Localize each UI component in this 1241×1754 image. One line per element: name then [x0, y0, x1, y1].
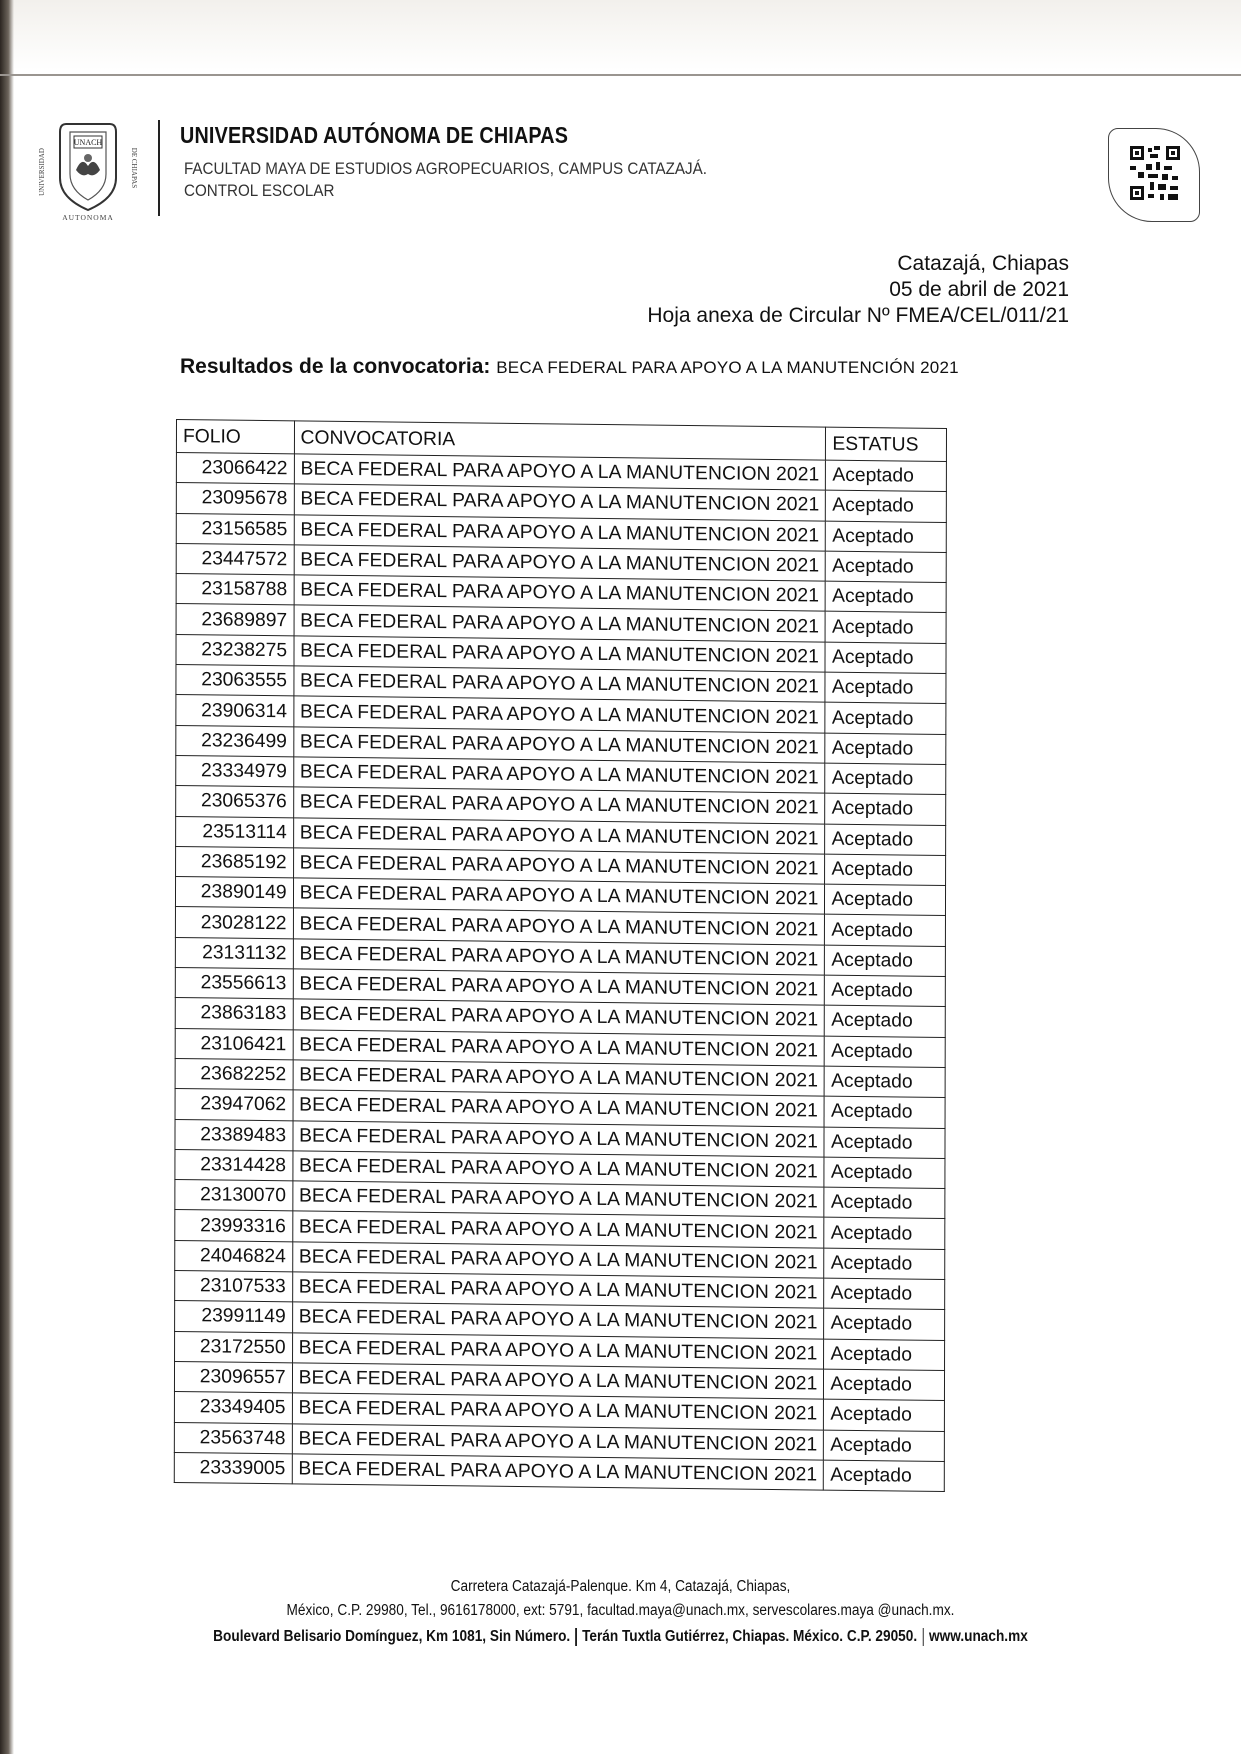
cell-estatus: Aceptado — [824, 1096, 945, 1128]
cell-convocatoria: BECA FEDERAL PARA APOYO A LA MANUTENCION 2021 — [292, 1423, 824, 1460]
cell-estatus: Aceptado — [824, 1248, 945, 1280]
cell-estatus: Aceptado — [824, 1127, 945, 1159]
results-table-body — [174, 453, 946, 1492]
cell-estatus: Aceptado — [825, 672, 946, 704]
cell-estatus: Aceptado — [824, 1339, 945, 1371]
cell-convocatoria: BECA FEDERAL PARA APOYO A LA MANUTENCION 2021 — [292, 1181, 824, 1218]
results-heading-program: BECA FEDERAL PARA APOYO A LA MANUTENCIÓN 2021 — [496, 358, 959, 377]
footer-contact: México, C.P. 29980, Tel., 9616178000, ext: 5791, facultad.maya@unach.mx, servescolares.maya @unach.mx. — [286, 1602, 955, 1619]
cell-folio: 23107533 — [175, 1271, 293, 1303]
cell-estatus: Aceptado — [824, 1187, 945, 1219]
svg-text:UNACH: UNACH — [73, 138, 103, 147]
cell-estatus: Aceptado — [825, 702, 946, 734]
cell-convocatoria: BECA FEDERAL PARA APOYO A LA MANUTENCION 2021 — [294, 636, 826, 673]
cell-folio: 23028122 — [175, 907, 293, 939]
footer-address: Carretera Catazajá-Palenque. Km 4, Catazajá, Chiapas, — [450, 1578, 791, 1595]
cell-folio: 23066422 — [176, 453, 294, 485]
cell-estatus: Aceptado — [826, 551, 947, 583]
results-table — [174, 419, 947, 1492]
cell-estatus: Aceptado — [824, 1399, 945, 1431]
cell-estatus: Aceptado — [825, 824, 946, 856]
cell-folio: 23131132 — [175, 937, 293, 969]
cell-convocatoria: BECA FEDERAL PARA APOYO A LA MANUTENCION 2021 — [292, 1302, 824, 1339]
cell-folio: 23106421 — [175, 1028, 293, 1060]
footer-headquarters — [74, 1628, 1166, 1646]
cell-convocatoria: BECA FEDERAL PARA APOYO A LA MANUTENCION 2021 — [293, 757, 825, 794]
cell-estatus: Aceptado — [824, 1430, 945, 1462]
footer-separator — [922, 1628, 923, 1646]
cell-estatus: Aceptado — [824, 1218, 945, 1250]
cell-folio: 23556613 — [175, 968, 293, 1000]
column-header-estatus: ESTATUS — [826, 427, 947, 461]
cell-estatus: Aceptado — [824, 1369, 945, 1401]
cell-folio: 23334979 — [176, 755, 294, 787]
cell-convocatoria: BECA FEDERAL PARA APOYO A LA MANUTENCION 2021 — [293, 1060, 825, 1097]
cell-estatus: Aceptado — [826, 612, 947, 644]
office-name: CONTROL ESCOLAR — [184, 182, 335, 200]
cell-convocatoria: BECA FEDERAL PARA APOYO A LA MANUTENCION 2021 — [294, 605, 826, 642]
cell-folio: 23685192 — [176, 846, 294, 878]
cell-convocatoria: BECA FEDERAL PARA APOYO A LA MANUTENCION 2021 — [293, 1090, 825, 1127]
cell-convocatoria: BECA FEDERAL PARA APOYO A LA MANUTENCION 2021 — [292, 1393, 824, 1430]
cell-folio: 23130070 — [175, 1180, 293, 1212]
cell-convocatoria: BECA FEDERAL PARA APOYO A LA MANUTENCION 2021 — [294, 484, 826, 521]
results-heading-label: Resultados de la convocatoria: — [180, 355, 491, 378]
cell-folio: 23238275 — [176, 634, 294, 666]
cell-folio: 23389483 — [175, 1119, 293, 1151]
cell-convocatoria: BECA FEDERAL PARA APOYO A LA MANUTENCION 2021 — [294, 575, 826, 612]
cell-estatus: Aceptado — [825, 763, 946, 795]
column-header-folio: FOLIO — [176, 420, 294, 454]
cell-convocatoria: BECA FEDERAL PARA APOYO A LA MANUTENCION 2021 — [293, 939, 825, 976]
column-header-convocatoria: CONVOCATORIA — [294, 421, 826, 460]
cell-convocatoria: BECA FEDERAL PARA APOYO A LA MANUTENCION 2021 — [293, 878, 825, 915]
cell-estatus: Aceptado — [825, 733, 946, 765]
cell-estatus: Aceptado — [825, 642, 946, 674]
cell-estatus: Aceptado — [825, 1036, 946, 1068]
cell-convocatoria: BECA FEDERAL PARA APOYO A LA MANUTENCION 2021 — [293, 787, 825, 824]
location-date: 05 de abril de 2021 — [889, 278, 1069, 301]
cell-convocatoria: BECA FEDERAL PARA APOYO A LA MANUTENCION 2021 — [293, 1120, 825, 1157]
footer-boulevard: Boulevard Belisario Domínguez, Km 1081, Sin Número. — [213, 1628, 571, 1646]
cell-folio: 24046824 — [175, 1240, 293, 1272]
footer-city: Terán Tuxtla Gutiérrez, Chiapas. México. C.P. 29050. — [582, 1628, 918, 1646]
qr-code-icon — [1130, 146, 1180, 200]
cell-convocatoria: BECA FEDERAL PARA APOYO A LA MANUTENCION 2021 — [293, 1151, 825, 1188]
cell-folio: 23513114 — [176, 816, 294, 848]
cell-convocatoria: BECA FEDERAL PARA APOYO A LA MANUTENCION 2021 — [293, 817, 825, 854]
cell-estatus: Aceptado — [825, 854, 946, 886]
cell-folio: 23156585 — [176, 513, 294, 545]
cell-folio: 23993316 — [175, 1210, 293, 1242]
cell-estatus: Aceptado — [826, 521, 947, 553]
cell-convocatoria: BECA FEDERAL PARA APOYO A LA MANUTENCION 2021 — [293, 999, 825, 1036]
cell-folio: 23447572 — [176, 543, 294, 575]
cell-convocatoria: BECA FEDERAL PARA APOYO A LA MANUTENCION 2021 — [292, 1272, 824, 1309]
cell-convocatoria: BECA FEDERAL PARA APOYO A LA MANUTENCION 2021 — [292, 1363, 824, 1400]
cell-folio: 23689897 — [176, 604, 294, 636]
cell-estatus: Aceptado — [825, 1005, 946, 1037]
cell-estatus: Aceptado — [824, 1308, 945, 1340]
cell-folio: 23890149 — [175, 877, 293, 909]
cell-estatus: Aceptado — [825, 884, 946, 916]
cell-estatus: Aceptado — [825, 793, 946, 825]
circular-reference: Hoja anexa de Circular Nº FMEA/CEL/011/21 — [647, 304, 1069, 327]
cell-convocatoria: BECA FEDERAL PARA APOYO A LA MANUTENCION 2021 — [292, 1332, 824, 1369]
cell-convocatoria: BECA FEDERAL PARA APOYO A LA MANUTENCION 2021 — [293, 908, 825, 945]
header-divider — [158, 120, 160, 216]
cell-folio: 23063555 — [176, 665, 294, 697]
faculty-name: FACULTAD MAYA DE ESTUDIOS AGROPECUARIOS, CAMPUS CATAZAJÁ. — [184, 160, 707, 178]
cell-convocatoria: BECA FEDERAL PARA APOYO A LA MANUTENCION 2021 — [293, 848, 825, 885]
cell-estatus: Aceptado — [826, 460, 947, 492]
cell-estatus: Aceptado — [825, 915, 946, 947]
cell-folio: 23158788 — [176, 574, 294, 606]
cell-convocatoria: BECA FEDERAL PARA APOYO A LA MANUTENCION 2021 — [292, 1211, 824, 1248]
cell-folio: 23172550 — [175, 1331, 293, 1363]
cell-folio: 23682252 — [175, 1058, 293, 1090]
cell-estatus: Aceptado — [824, 1157, 945, 1189]
scan-top-shade — [0, 0, 1241, 70]
cell-convocatoria: BECA FEDERAL PARA APOYO A LA MANUTENCION 2021 — [293, 727, 825, 764]
cell-folio: 23991149 — [175, 1301, 293, 1333]
cell-convocatoria: BECA FEDERAL PARA APOYO A LA MANUTENCION 2021 — [294, 666, 826, 703]
cell-convocatoria: BECA FEDERAL PARA APOYO A LA MANUTENCION 2021 — [293, 1030, 825, 1067]
cell-convocatoria: BECA FEDERAL PARA APOYO A LA MANUTENCION 2021 — [292, 1242, 824, 1279]
cell-folio: 23947062 — [175, 1089, 293, 1121]
cell-estatus: Aceptado — [826, 581, 947, 613]
location-place: Catazajá, Chiapas — [897, 252, 1069, 275]
cell-folio: 23314428 — [175, 1149, 293, 1181]
svg-text:UNIVERSIDAD: UNIVERSIDAD — [38, 148, 46, 196]
cell-convocatoria: BECA FEDERAL PARA APOYO A LA MANUTENCION 2021 — [292, 1454, 824, 1491]
cell-folio: 23339005 — [174, 1452, 292, 1484]
cell-folio: 23095678 — [176, 483, 294, 515]
cell-folio: 23065376 — [176, 786, 294, 818]
cell-convocatoria: BECA FEDERAL PARA APOYO A LA MANUTENCION 2021 — [293, 696, 825, 733]
svg-text:AUTONOMA: AUTONOMA — [62, 213, 114, 222]
cell-convocatoria: BECA FEDERAL PARA APOYO A LA MANUTENCION 2021 — [294, 454, 826, 491]
scan-left-edge — [0, 0, 14, 1754]
footer-website: www.unach.mx — [929, 1628, 1028, 1646]
cell-folio: 23096557 — [174, 1361, 292, 1393]
cell-estatus: Aceptado — [825, 975, 946, 1007]
cell-convocatoria: BECA FEDERAL PARA APOYO A LA MANUTENCION 2021 — [294, 545, 826, 582]
cell-folio: 23349405 — [174, 1392, 292, 1424]
cell-folio: 23563748 — [174, 1422, 292, 1454]
svg-text:DE CHIAPAS: DE CHIAPAS — [130, 147, 138, 189]
cell-folio: 23906314 — [176, 695, 294, 727]
cell-folio: 23863183 — [175, 998, 293, 1030]
cell-convocatoria: BECA FEDERAL PARA APOYO A LA MANUTENCION 2021 — [294, 514, 826, 551]
university-name: UNIVERSIDAD AUTÓNOMA DE CHIAPAS — [180, 122, 569, 148]
cell-convocatoria: BECA FEDERAL PARA APOYO A LA MANUTENCION 2021 — [293, 969, 825, 1006]
cell-folio: 23236499 — [176, 725, 294, 757]
cell-estatus: Aceptado — [825, 1066, 946, 1098]
scan-fold-line — [0, 74, 1241, 76]
footer-separator — [575, 1628, 576, 1646]
university-seal-icon — [36, 112, 140, 222]
cell-estatus: Aceptado — [826, 490, 947, 522]
results-heading — [180, 355, 959, 379]
cell-estatus: Aceptado — [824, 1460, 945, 1492]
cell-estatus: Aceptado — [824, 1278, 945, 1310]
cell-estatus: Aceptado — [825, 945, 946, 977]
